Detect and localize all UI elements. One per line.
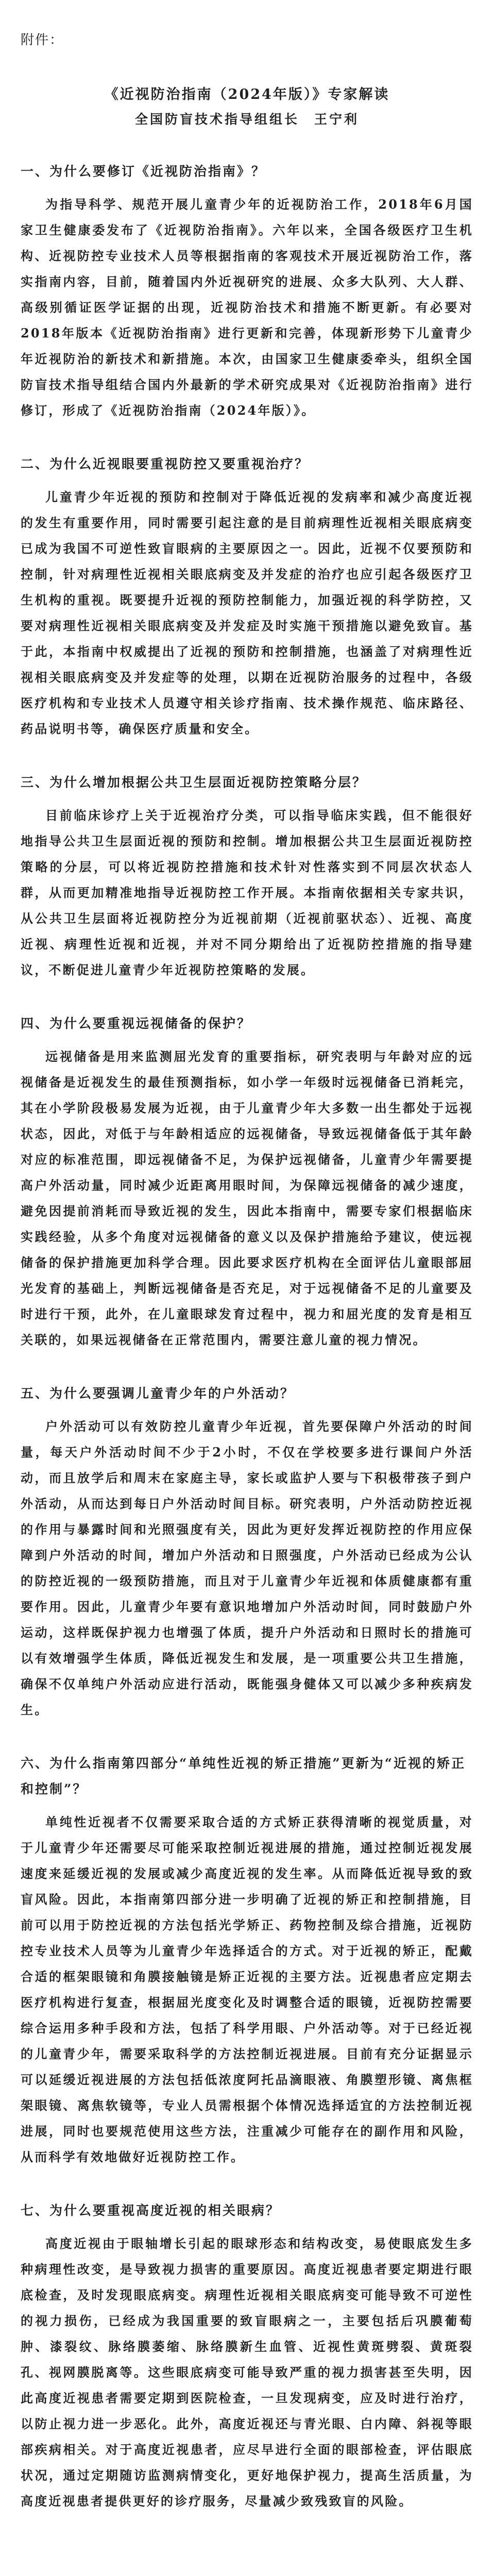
section-question: 三、为什么增加根据公共卫生层面近视防控策略分层？	[21, 775, 367, 790]
section-1	[21, 159, 473, 423]
section-question: 一、为什么要修订《近视防治指南》？	[21, 164, 266, 179]
section-2	[21, 451, 473, 742]
section-answer: 目前临床诊疗上关于近视治疗分类，可以指导临床实践，但不能很好地指导公共卫生层面近视的预防和控制。增加根据公共卫生层面近视防控策略的分层，可以将近视防控措施和技术针对性落实到不同层次状态人群，从而更加精准地指导近视防控工作开展。本指南依据相关专家共识，从公共卫生层面将近视防控分为近视前期（近视前驱状态）、近视、高度近视、病理性近视和近视，并对不同分期给出了近视防控措施的指导建议，不断促进儿童青少年近视防控策略的发展。	[21, 808, 473, 977]
section-question: 七、为什么要重视高度近视的相关眼病？	[21, 2203, 281, 2218]
section-6	[21, 1751, 473, 2170]
section-7	[21, 2198, 473, 2514]
attachment-label: 附件：	[21, 32, 64, 48]
document-title: 《近视防治指南（2024年版）》专家解读	[104, 87, 390, 103]
section-question: 四、为什么要重视远视储备的保护？	[21, 1016, 252, 1031]
section-question: 五、为什么要强调儿童青少年的户外活动？	[21, 1386, 295, 1401]
section-5	[21, 1381, 473, 1723]
section-answer: 儿童青少年近视的预防和控制对于降低近视的发病率和减少高度近视的发生有重要作用，同时需要引起注意的是目前病理性近视相关眼底病变已成为我国不可逆性致盲眼病的主要原因之一。因此，近视不仅要预防和控制，针对病理性近视相关眼底病变及并发症的治疗也应引起各级医疗卫生机构的重视。既要提升近视的预防控制能力，加强近视的科学防控，又要对病理性近视相关眼底病变及并发症及时实施干预措施以避免致盲。基于此，本指南中权威提出了近视的预防和控制措施，也涵盖了对病理性近视相关眼底病变及并发症等的处理，以期在近视防治服务的过程中，各级医疗机构和专业技术人员遵守相关诊疗指南、技术操作规范、临床路径、药品说明书等，确保医疗质量和安全。	[21, 489, 473, 736]
section-answer: 单纯性近视者不仅需要采取合适的方式矫正获得清晰的视觉质量，对于儿童青少年还需要尽可能采取控制近视进展的措施，通过控制近视发展速度来延缓近视的发展或减少高度近视的发生率。从而降低近视导致的致盲风险。因此，本指南第四部分进一步明确了近视的矫正和控制措施，目前可以用于防控近视的方法包括光学矫正、药物控制及综合措施，近视防控专业技术人员等为儿童青少年选择适合的方式。对于近视的矫正，配戴合适的框架眼镜和角膜接触镜是矫正近视的主要方法。近视患者应定期去医疗机构进行复查，根据屈光度变化及时调整合适的眼镜，近视防控需要综合运用多种手段和方法，包括了科学用眼、户外活动等。对于已经近视的儿童青少年，需要采取科学的方法控制近视进展。目前有充分证据显示可以延缓近视进展的方法包括低浓度阿托品滴眼液、角膜塑形镜、离焦框架眼镜、离焦软镜等，专业人员需根据个体情况选择适宜的方法控制近视进展，同时也要规范使用这些方法，注重减少可能存在的副作用和风险，从而科学有效地做好近视防控工作。	[21, 1815, 473, 2164]
document-subtitle: 全国防盲技术指导组组长 王宁利	[134, 112, 359, 127]
section-answer: 为指导科学、规范开展儿童青少年的近视防治工作，2018年6月国家卫生健康委发布了《近视防治指南》。六年以来，全国各级医疗卫生机构、近视防控专业技术人员等根据指南的客观技术开展近视防治工作，落实指南内容，目前，随着国内外近视研究的进展、众多大队列、大人群、高级别循证医学证据的出现，近视防治技术和措施不断更新。有必要对2018年版本《近视防治指南》进行更新和完善，体现新形势下儿童青少年近视防治的新技术和新措施。本次，由国家卫生健康委牵头，组织全国防盲技术指导组结合国内外最新的学术研究成果对《近视防治指南》进行修订，形成了《近视防治指南（2024年版）》。	[21, 197, 473, 418]
section-question: 六、为什么指南第四部分“单纯性近视的矫正措施”更新为“近视的矫正和控制”？	[21, 1756, 466, 1797]
section-3	[21, 770, 473, 983]
section-question: 二、为什么近视眼要重视防控又要重视治疗？	[21, 456, 310, 471]
section-answer: 远视储备是用来监测屈光发育的重要指标，研究表明与年龄对应的远视储备是近视发生的最佳预测指标，如小学一年级时远视储备已消耗完，其在小学阶段极易发展为近视，由于儿童青少年大多数一出生都处于远视状态，因此，对低于与年龄相适应的远视储备，导致远视储备低于其年龄对应的标准范围，即远视储备不足，为保护远视储备，儿童青少年需要提高户外活动量，同时减少近距离用眼时间，为保障远视储备的减少速度，避免因提前消耗而导致近视的发生，因此本指南中，需要专家们根据临床实践经验，从多个角度对远视储备的意义以及保护措施给予建议，使远视储备的保护措施更加科学合理。因此要求医疗机构在全面评估儿童眼部屈光发育的基础上，判断远视储备是否充足，对于远视储备不足的儿童要及时进行干预，此外，在儿童眼球发育过程中，视力和屈光度的发育是相互关联的，如果远视储备在正常范围内，需要注意儿童的视力情况。	[21, 1049, 473, 1347]
section-answer: 户外活动可以有效防控儿童青少年近视，首先要保障户外活动的时间量，每天户外活动时间不少于2小时，不仅在学校要多进行课间户外活动，而且放学后和周末在家庭主导，家长或监护人要与下积极带孩子到户外活动，从而达到每日户外活动时间目标。研究表明，户外活动防控近视的作用与暴露时间和光照强度有关，因此为更好发挥近视防控的作用应保障到户外活动的时间，增加户外活动和日照强度，户外活动已经成为公认的防控近视的一级预防措施，而且对于儿童青少年近视和体质健康都有重要作用。因此，儿童青少年要有意识地增加户外活动时间，同时鼓励户外运动，这样既保护视力也增强了体质，提升户外活动和日照时长的措施可以有效增强学生体质，降低近视发生和发展，是一项重要公共卫生措施，确保不仅单纯户外活动应进行活动，既能强身健体又可以减少多种疾病发生。	[21, 1419, 473, 1717]
section-4	[21, 1011, 473, 1353]
section-answer: 高度近视由于眼轴增长引起的眼球形态和结构改变，易使眼底发生多种病理性改变，是导致视力损害的重要原因。高度近视患者要定期进行眼底检查，及时发现眼底病变。病理性近视相关眼底病变可能导致不可逆性的视力损伤，已经成为我国重要的致盲眼病之一，主要包括后巩膜葡萄肿、漆裂纹、脉络膜萎缩、脉络膜新生血管、近视性黄斑劈裂、黄斑裂孔、视网膜脱离等。这些眼底病变可能导致严重的视力损害甚至失明，因此高度近视患者需要定期到医院检查，一旦发现病变，应及时进行治疗，以防止视力进一步恶化。此外，高度近视还与青光眼、白内障、斜视等眼部疾病相关。对于高度近视患者，应尽早进行全面的眼部检查，评估眼底状况，通过定期随访监测病情变化，更好地保护视力，提高生活质量，为高度近视患者提供更好的诊疗服务，尽量减少致残致盲的风险。	[21, 2236, 473, 2509]
